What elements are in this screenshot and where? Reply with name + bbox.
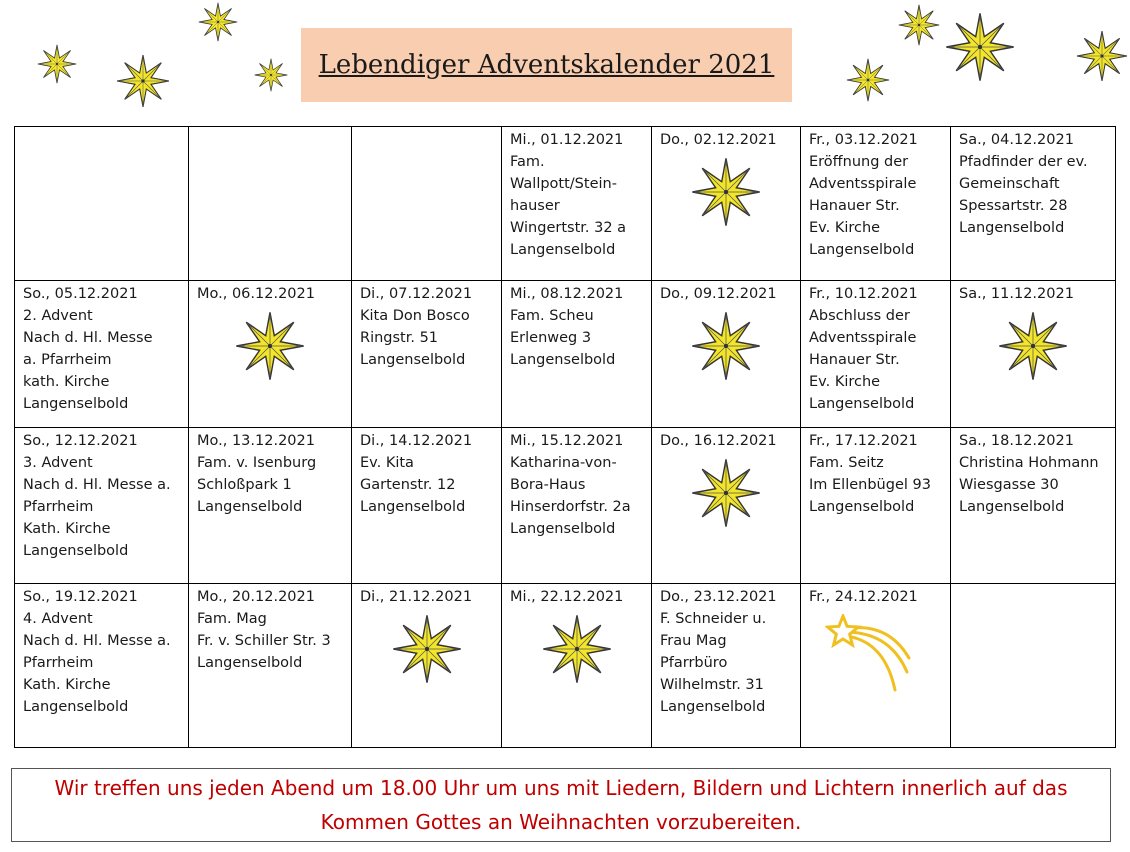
day-detail: Fam. [510, 154, 545, 170]
decorative-star [254, 58, 288, 96]
day-date: Do., 09.12.2021 [660, 286, 777, 302]
star-icon [691, 311, 761, 381]
day-date: Fr., 03.12.2021 [809, 132, 918, 148]
calendar-day-cell [352, 428, 502, 584]
star-icon [392, 614, 462, 684]
star-icon [198, 2, 238, 42]
calendar-day-cell [801, 584, 951, 748]
day-detail: Ev. Kirche [809, 374, 881, 390]
day-detail: Fr. v. Schiller Str. 3 [197, 633, 331, 649]
day-date: Mo., 06.12.2021 [197, 286, 315, 302]
day-detail: Frau Mag [660, 633, 727, 649]
calendar-empty-cell [189, 127, 352, 281]
decorative-star [37, 44, 77, 88]
day-detail: Spessartstr. 28 [959, 198, 1068, 214]
calendar-week-row [15, 428, 1116, 584]
day-date: Mi., 15.12.2021 [510, 433, 624, 449]
day-date: Do., 16.12.2021 [660, 433, 777, 449]
star-icon [945, 12, 1015, 82]
day-star [660, 311, 792, 381]
day-detail: Langenselbold [197, 499, 303, 515]
day-detail: Langenselbold [959, 499, 1065, 515]
day-detail: Erlenweg 3 [510, 330, 592, 346]
day-date: So., 05.12.2021 [23, 286, 138, 302]
day-date: Do., 23.12.2021 [660, 589, 777, 605]
page-title: Lebendiger Adventskalender 2021 [318, 50, 775, 80]
day-detail: Fam. Seitz [809, 455, 884, 471]
day-date: Sa., 04.12.2021 [959, 132, 1074, 148]
day-detail: Pfarrheim [23, 499, 94, 515]
calendar-day-cell [502, 127, 652, 281]
calendar-day-cell [951, 127, 1116, 281]
day-detail: Langenselbold [660, 699, 766, 715]
day-detail: Fam. v. Isenburg [197, 455, 317, 471]
day-star [660, 157, 792, 227]
star-icon [998, 311, 1068, 381]
calendar-day-cell [652, 281, 801, 428]
day-detail: 4. Advent [23, 611, 93, 627]
day-detail: Langenselbold [959, 220, 1065, 236]
day-detail: Langenselbold [23, 699, 129, 715]
star-icon [254, 58, 288, 92]
day-detail: Wallpott/Stein- [510, 176, 617, 192]
star-icon [116, 54, 170, 108]
calendar-empty-cell [352, 127, 502, 281]
day-detail: Langenselbold [360, 352, 466, 368]
day-detail: Gartenstr. 12 [360, 477, 456, 493]
day-star [660, 458, 792, 528]
day-detail: Schloßpark 1 [197, 477, 292, 493]
calendar-week-row [15, 281, 1116, 428]
day-star [360, 614, 493, 684]
day-star [510, 614, 643, 684]
day-detail: Wiesgasse 30 [959, 477, 1059, 493]
day-detail: Pfarrbüro [660, 655, 728, 671]
note-line-2: Kommen Gottes an Weihnachten vorzubereiten. [320, 810, 802, 834]
calendar-week-row [15, 127, 1116, 281]
calendar-empty-cell [951, 584, 1116, 748]
decorative-star [1076, 30, 1128, 86]
day-detail: Langenselbold [809, 396, 915, 412]
day-detail: Katharina-von- [510, 455, 617, 471]
day-detail: Wilhelmstr. 31 [660, 677, 764, 693]
calendar-day-cell [801, 428, 951, 584]
calendar-day-cell [502, 428, 652, 584]
star-icon [691, 157, 761, 227]
day-detail: Kath. Kirche [23, 521, 111, 537]
day-detail: Bora-Haus [510, 477, 586, 493]
day-detail: Pfadfinder der ev. [959, 154, 1088, 170]
day-detail: Langenselbold [510, 242, 616, 258]
day-date: Di., 14.12.2021 [360, 433, 473, 449]
calendar-day-cell [189, 281, 352, 428]
day-date: Sa., 18.12.2021 [959, 433, 1074, 449]
advent-calendar-table [14, 126, 1116, 748]
note-line-1: Wir treffen uns jeden Abend um 18.00 Uhr um uns mit Liedern, Bildern und Lichtern innerlich auf das [54, 776, 1068, 800]
day-date: Mo., 20.12.2021 [197, 589, 315, 605]
day-detail: Wingertstr. 32 a [510, 220, 627, 236]
day-detail: Hanauer Str. [809, 352, 900, 368]
calendar-day-cell [652, 584, 801, 748]
decorative-star [116, 54, 170, 112]
decorative-star [945, 12, 1015, 86]
day-detail: Langenselbold [809, 499, 915, 515]
calendar-day-cell [502, 281, 652, 428]
day-detail: Eröffnung der [809, 154, 909, 170]
day-detail: 2. Advent [23, 308, 93, 324]
calendar-day-cell [352, 584, 502, 748]
day-date: Do., 02.12.2021 [660, 132, 777, 148]
star-icon [235, 311, 305, 381]
day-date: Sa., 11.12.2021 [959, 286, 1074, 302]
day-detail: Hinserdorfstr. 2a [510, 499, 631, 515]
calendar-day-cell [801, 281, 951, 428]
day-detail: Christina Hohmann [959, 455, 1099, 471]
decorative-star [846, 58, 890, 106]
day-date: Fr., 24.12.2021 [809, 589, 918, 605]
star-icon [846, 58, 890, 102]
day-date: Mi., 22.12.2021 [510, 589, 624, 605]
day-date: Di., 21.12.2021 [360, 589, 473, 605]
day-detail: Langenselbold [197, 655, 303, 671]
calendar-empty-cell [15, 127, 189, 281]
star-icon [898, 4, 940, 46]
day-detail: Kath. Kirche [23, 677, 111, 693]
day-detail: kath. Kirche [23, 374, 110, 390]
day-star [959, 311, 1107, 381]
day-date: Mi., 08.12.2021 [510, 286, 624, 302]
day-date: Mi., 01.12.2021 [510, 132, 624, 148]
day-date: Di., 07.12.2021 [360, 286, 473, 302]
day-comet [825, 614, 942, 694]
day-star [197, 311, 343, 381]
calendar-day-cell [15, 428, 189, 584]
calendar-day-cell [951, 428, 1116, 584]
title-banner [301, 28, 792, 102]
decorative-star [198, 2, 238, 46]
comet-icon [825, 614, 915, 694]
day-detail: Adventsspirale [809, 176, 917, 192]
day-detail: Langenselbold [23, 396, 129, 412]
day-date: Fr., 17.12.2021 [809, 433, 918, 449]
day-detail: Kita Don Bosco [360, 308, 470, 324]
calendar-day-cell [801, 127, 951, 281]
day-date: Fr., 10.12.2021 [809, 286, 918, 302]
day-detail: Gemeinschaft [959, 176, 1060, 192]
calendar-day-cell [189, 428, 352, 584]
day-date: Mo., 13.12.2021 [197, 433, 315, 449]
calendar-day-cell [652, 127, 801, 281]
calendar-week-row [15, 584, 1116, 748]
day-detail: Ringstr. 51 [360, 330, 439, 346]
star-icon [691, 458, 761, 528]
calendar-day-cell [15, 281, 189, 428]
calendar-day-cell [15, 584, 189, 748]
star-icon [542, 614, 612, 684]
day-detail: Langenselbold [809, 242, 915, 258]
day-detail: Abschluss der [809, 308, 910, 324]
day-detail: Langenselbold [510, 352, 616, 368]
day-detail: Fam. Mag [197, 611, 267, 627]
calendar-day-cell [652, 428, 801, 584]
calendar-day-cell [951, 281, 1116, 428]
day-detail: Nach d. Hl. Messe a. [23, 477, 171, 493]
star-icon [1076, 30, 1128, 82]
day-detail: Ev. Kirche [809, 220, 881, 236]
meeting-note [11, 768, 1111, 842]
day-detail: Hanauer Str. [809, 198, 900, 214]
decorative-star [898, 4, 940, 50]
day-date: So., 12.12.2021 [23, 433, 138, 449]
calendar-day-cell [502, 584, 652, 748]
day-detail: Adventsspirale [809, 330, 917, 346]
calendar-day-cell [189, 584, 352, 748]
star-icon [37, 44, 77, 84]
day-date: So., 19.12.2021 [23, 589, 138, 605]
calendar-day-cell [352, 281, 502, 428]
day-detail: Nach d. Hl. Messe [23, 330, 153, 346]
day-detail: Ev. Kita [360, 455, 414, 471]
day-detail: Langenselbold [360, 499, 466, 515]
day-detail: hauser [510, 198, 560, 214]
day-detail: Pfarrheim [23, 655, 94, 671]
day-detail: Langenselbold [23, 543, 129, 559]
day-detail: 3. Advent [23, 455, 93, 471]
day-detail: F. Schneider u. [660, 611, 767, 627]
day-detail: Fam. Scheu [510, 308, 594, 324]
day-detail: Nach d. Hl. Messe a. [23, 633, 171, 649]
day-detail: Im Ellenbügel 93 [809, 477, 931, 493]
day-detail: a. Pfarrheim [23, 352, 112, 368]
day-detail: Langenselbold [510, 521, 616, 537]
